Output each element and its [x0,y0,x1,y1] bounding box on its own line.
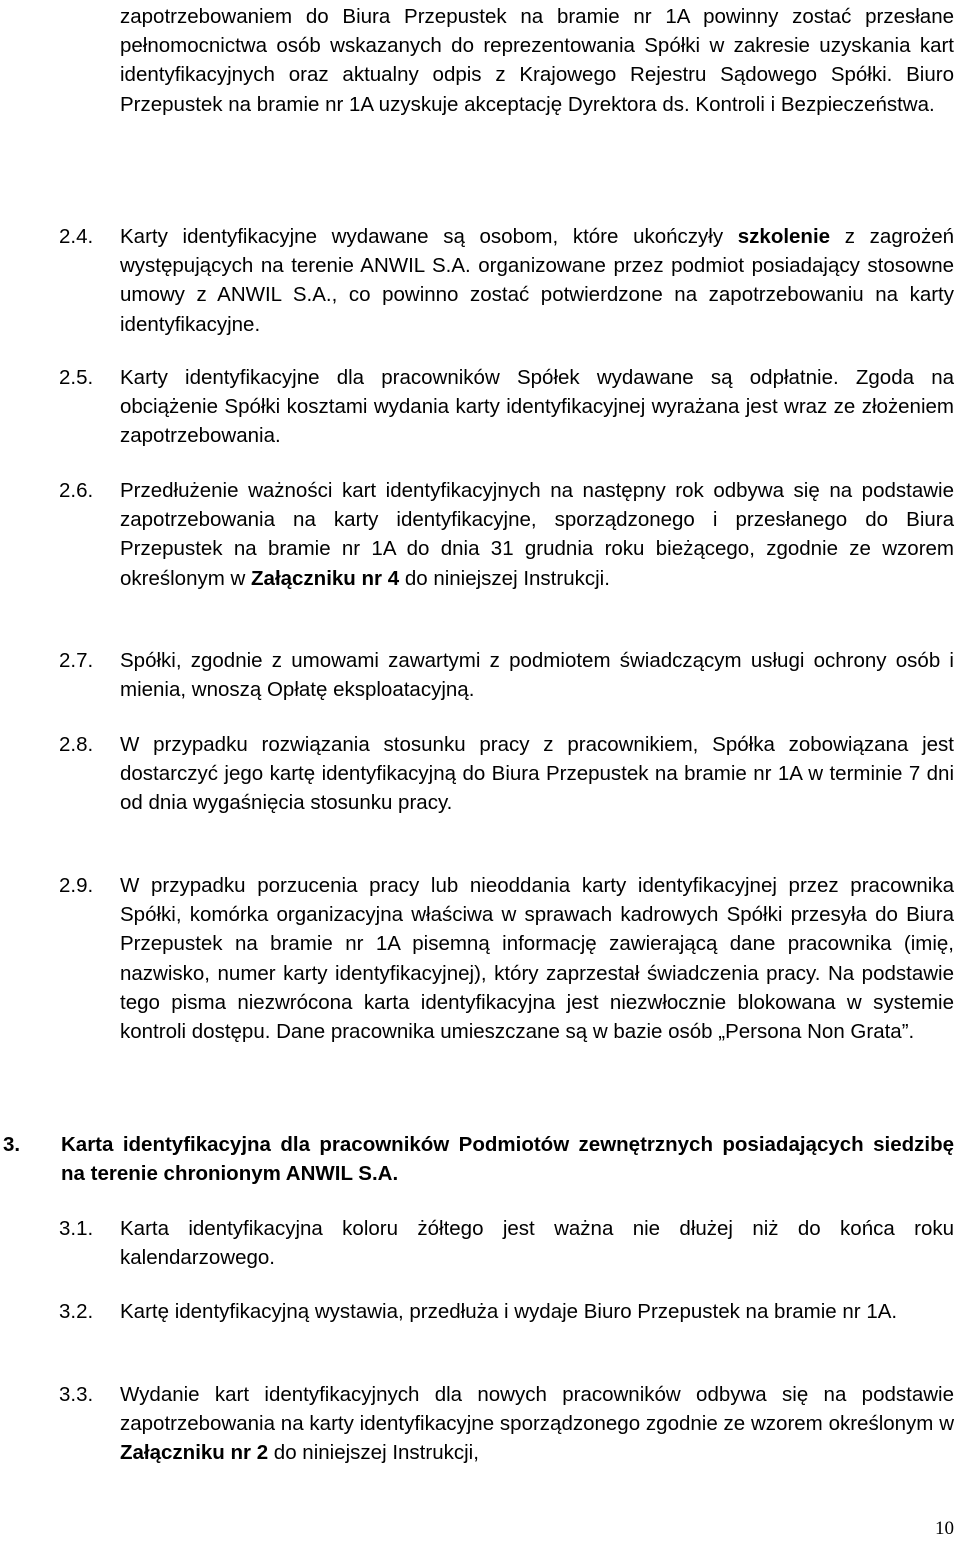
item-text: do niniejszej Instrukcji. [399,566,610,590]
item-number: 3.3. [59,1383,94,1406]
item-text: z zagrożeń występujących na terenie ANWIL S.A. organizowane przez podmiot posiadający stosowne umowy z ANWIL S.A., co powinno zostać potwierdzone na zapotrzebowaniu na karty identyfikacyjne. [120,225,954,336]
item-paragraph: Karty identyfikacyjne dla pracowników Spółek wydawane są odpłatnie. Zgoda na obciążenie Spółki kosztami wydania karty identyfikacyjnej wyrażana jest wraz ze złożeniem zapotrzebowania. [120,366,954,448]
item-paragraph: W przypadku porzucenia pracy lub nieoddania karty identyfikacyjnej przez pracownika Spółki, komórka organizacyjna właściwa w sprawach kadrowych Spółki przesyła do Biura Przepustek na bramie nr 1A pisemną informację zawierającą dane pracownika (imię, nazwisko, numer karty identyfikacyjnej), który zaprzestał świadczenia pracy. Na podstawie tego pisma niezwrócona karta identyfikacyjna jest niezwłocznie blokowana w systemie kontroli dostępu. Dane pracownika umieszczane są w bazie osób „Persona Non Grata”. [120,874,954,1044]
item-number: 2.5. [59,366,94,389]
item-number: 3.2. [59,1300,94,1323]
item-text: Wydanie kart identyfikacyjnych dla nowych pracowników odbywa się na podstawie zapotrzebowania na karty identyfikacyjne sporządzonego zgodnie ze wzorem określonym w [120,1383,954,1436]
item-bold-text: Załączniku nr 4 [251,566,400,590]
item-number: 2.4. [59,225,94,248]
item-paragraph [120,1380,954,1468]
item-text: do niniejszej Instrukcji, [268,1441,479,1465]
item-number: 2.6. [59,479,94,502]
page-number: 10 [935,1518,954,1539]
intro-paragraph: zapotrzebowaniem do Biura Przepustek na bramie nr 1A powinny zostać przesłane pełnomocnictwa osób wskazanych do reprezentowania Spółki w zakresie uzyskania kart identyfikacyjnych oraz aktualny odpis z Krajowego Rejestru Sądowego Spółki. Biuro Przepustek na bramie nr 1A uzyskuje akceptację Dyrektora ds. Kontroli i Bezpieczeństwa. [120,5,954,116]
section-number: 3. [3,1133,21,1156]
item-number: 3.1. [59,1217,94,1240]
section-title: Karta identyfikacyjna dla pracowników Podmiotów zewnętrznych posiadających siedzibę na terenie chronionym ANWIL S.A. [61,1133,954,1186]
item-text: Przedłużenie ważności kart identyfikacyjnych na następny rok odbywa się na podstawie zapotrzebowania na karty identyfikacyjne, sporządzonego i przesłanego do Biura Przepustek na bramie nr 1A do dnia 31 grudnia roku bieżącego, zgodnie ze wzorem określonym w [120,479,954,590]
item-paragraph [120,222,954,339]
item-text: Karty identyfikacyjne wydawane są osobom, które ukończyły [120,225,738,248]
item-paragraph: Kartę identyfikacyjną wystawia, przedłuża i wydaje Biuro Przepustek na bramie nr 1A. [120,1300,898,1323]
item-paragraph: Karta identyfikacyjna koloru żółtego jest ważna nie dłużej niż do końca roku kalendarzowego. [120,1217,954,1270]
item-paragraph: Spółki, zgodnie z umowami zawartymi z podmiotem świadczącym usługi ochrony osób i mienia, wnoszą Opłatę eksploatacyjną. [120,649,954,702]
item-paragraph [120,476,954,593]
item-paragraph: W przypadku rozwiązania stosunku pracy z pracownikiem, Spółka zobowiązana jest dostarczyć jego kartę identyfikacyjną do Biura Przepustek na bramie nr 1A w terminie 7 dni od dnia wygaśnięcia stosunku pracy. [120,733,954,815]
item-bold-text: szkolenie [737,225,831,248]
item-number: 2.8. [59,733,94,756]
item-bold-text: Załączniku nr 2 [120,1441,269,1465]
item-number: 2.9. [59,874,94,897]
item-number: 2.7. [59,649,94,672]
